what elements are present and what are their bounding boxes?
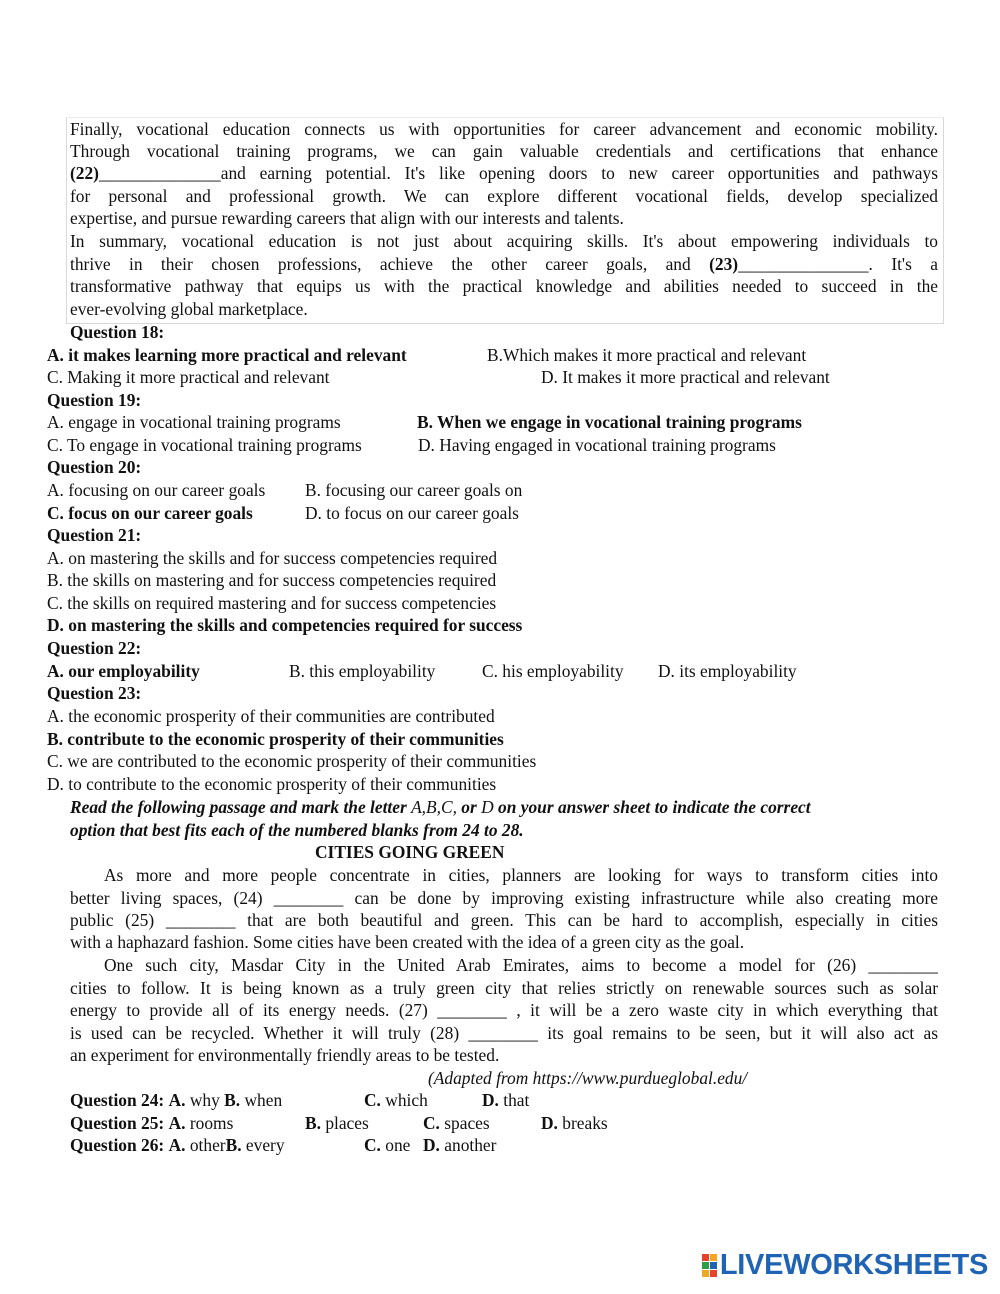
q19-option-b: B. When we engage in vocational training programs [417, 412, 802, 432]
liveworksheets-logo[interactable] [702, 1249, 988, 1282]
question-21-label: Question 21: [47, 525, 142, 545]
q19-option-d: D. Having engaged in vocational training programs [418, 435, 776, 455]
q25-option-a: rooms [189, 1113, 234, 1133]
instruction-line-1: Read the following passage and mark the letter A,B,C, or D on your answer sheet to indicate the correct [70, 797, 811, 817]
q20-option-d: D. to focus on our career goals [305, 503, 519, 523]
q22-option-d: D. its employability [658, 661, 797, 681]
passage2-line-4: with a haphazard fashion. Some cities have been created with the idea of a green city as the goal. [70, 932, 745, 952]
q24-option-a: why [189, 1090, 220, 1110]
q25-option-d: D. breaks [541, 1113, 608, 1133]
passage2-source: (Adapted from https://www.purdueglobal.edu/ [428, 1068, 748, 1088]
passage2-line-8: is used can be recycled. Whether it will truly (28) ________ its goal remains to be seen, but it will also act as [70, 1023, 938, 1043]
passage1-line-6: In summary, vocational education is not just about acquiring skills. It's about empowering individuals to [70, 231, 938, 251]
q18-option-c: C. Making it more practical and relevant [47, 367, 330, 387]
question-18-label: Question 18: [70, 322, 165, 342]
q18-option-b: B.Which makes it more practical and relevant [487, 345, 807, 365]
q22-option-b: B. this employability [289, 661, 436, 681]
passage2-line-9: an experiment for environmentally friendly areas to be tested. [70, 1045, 500, 1065]
passage1-line-3: (22)______________and earning potential. It's like opening doors to new career opportunities and pathways [70, 163, 938, 183]
q25-option-b: B. places [305, 1113, 369, 1133]
q18-option-a: A. it makes learning more practical and relevant [47, 345, 407, 365]
q26-option-d: D. another [423, 1135, 497, 1155]
q25-option-c: C. spaces [423, 1113, 490, 1133]
passage2-line-2: better living spaces, (24) ________ can be done by improving existing infrastructure while also creating more [70, 888, 938, 908]
q21-option-d: D. on mastering the skills and competencies required for success [47, 615, 523, 635]
q22-option-c: C. his employability [482, 661, 624, 681]
blank-23-line: _______________ [738, 254, 869, 274]
passage2-line-7: energy to provide all of its energy needs. (27) ________ , it will be a zero waste city in which everything that [70, 1000, 938, 1020]
blank-22-line: ______________ [98, 163, 221, 183]
blank-22-number: (22) [70, 163, 99, 183]
q22-option-a: A. our employability [47, 661, 200, 681]
passage2-line-1: As more and more people concentrate in cities, planners are looking for ways to transform cities into [104, 865, 938, 885]
q21-option-c: C. the skills on required mastering and for success competencies [47, 593, 497, 613]
q20-option-c: C. focus on our career goals [47, 503, 253, 523]
q23-option-d: D. to contribute to the economic prosperity of their communities [47, 774, 497, 794]
q23-option-c: C. we are contributed to the economic prosperity of their communities [47, 751, 537, 771]
q24-option-d: D. that [482, 1090, 530, 1110]
logo-text: LIVEWORKSHEETS [719, 1249, 988, 1281]
question-26-row: Question 26: A. otherB. every [70, 1135, 285, 1155]
passage1-line-1: Finally, vocational education connects us with opportunities for career advancement and economic mobility. [70, 119, 938, 139]
question-19-label: Question 19: [47, 390, 142, 410]
q26-option-a: other [189, 1135, 226, 1155]
passage1-line-4: for personal and professional growth. We can explore different vocational fields, develop specialized [70, 186, 938, 206]
question-23-label: Question 23: [47, 683, 142, 703]
passage2-line-3: public (25) ________ that are both beautiful and green. This can be hard to accomplish, especially in cities [70, 910, 938, 930]
q24-option-c: C. which [364, 1090, 428, 1110]
passage1-line-9: ever-evolving global marketplace. [70, 299, 308, 319]
q18-option-d: D. It makes it more practical and relevant [541, 367, 830, 387]
instruction-line-2: option that best fits each of the numbered blanks from 24 to 28. [70, 820, 524, 840]
q21-option-a: A. on mastering the skills and for success competencies required [47, 548, 498, 568]
q23-option-a: A. the economic prosperity of their communities are contributed [47, 706, 495, 726]
q23-option-b: B. contribute to the economic prosperity of their communities [47, 729, 504, 749]
passage1-line-7: thrive in their chosen professions, achieve the other career goals, and (23)_______________. It's a [70, 254, 938, 274]
question-25-row: Question 25: A. rooms [70, 1113, 234, 1133]
q26-option-c: C. one [364, 1135, 411, 1155]
q19-option-c: C. To engage in vocational training programs [47, 435, 362, 455]
question-20-label: Question 20: [47, 457, 142, 477]
q20-option-a: A. focusing on our career goals [47, 480, 266, 500]
passage2-title: CITIES GOING GREEN [315, 842, 505, 862]
passage1-line-5: expertise, and pursue rewarding careers that align with our interests and talents. [70, 208, 624, 228]
liveworksheets-logo-icon [702, 1254, 717, 1277]
passage1-line-8: transformative pathway that equips us with the practical knowledge and abilities needed to succeed in the [70, 276, 938, 296]
passage1-line-2: Through vocational training programs, we can gain valuable credentials and certifications that enhance [70, 141, 938, 161]
question-22-label: Question 22: [47, 638, 142, 658]
q26-option-b: every [245, 1135, 285, 1155]
blank-23-number: (23) [709, 254, 739, 274]
passage2-line-6: cities to follow. It is being known as a truly green city that relies strictly on renewable sources such as solar [70, 978, 938, 998]
question-24-row: Question 24: A. why B. when [70, 1090, 283, 1110]
q19-option-a: A. engage in vocational training programs [47, 412, 341, 432]
passage2-line-5: One such city, Masdar City in the United Arab Emirates, aims to become a model for (26) ________ [104, 955, 938, 975]
q21-option-b: B. the skills on mastering and for success competencies required [47, 570, 497, 590]
q20-option-b: B. focusing our career goals on [305, 480, 523, 500]
q24-option-b: when [244, 1090, 283, 1110]
